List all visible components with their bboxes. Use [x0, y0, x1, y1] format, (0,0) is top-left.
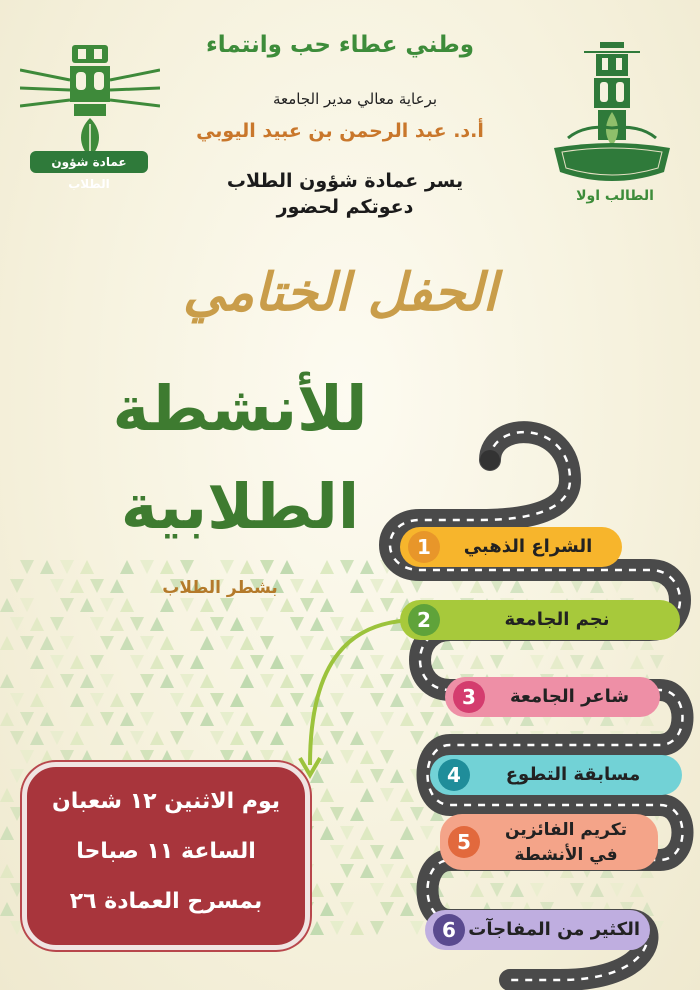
- slogan: وطني عطاء حب وانتماء: [205, 32, 475, 58]
- program-number-badge: 5: [448, 826, 480, 858]
- program-label: مسابقة التطوع: [505, 764, 641, 785]
- patron-name: أ.د. عبد الرحمن بن عبيد اليوبي: [196, 120, 484, 142]
- program-item-6: [425, 910, 650, 950]
- patron-line: برعاية معالي مدير الجامعة: [272, 90, 438, 108]
- program-number-badge: 4: [438, 759, 470, 791]
- invitation-line-1: يسر عمادة شؤون الطلاب: [226, 170, 464, 192]
- event-venue: بمسرح العمادة ٢٦: [69, 889, 263, 914]
- university-logo-icon: [540, 40, 685, 210]
- event-info-box: [22, 762, 310, 950]
- program-item-4: [430, 755, 682, 795]
- program-label-line-2: في الأنشطة: [514, 845, 618, 865]
- program-label: الكثير من المفاجآت: [468, 919, 640, 940]
- program-item-3: [445, 677, 660, 717]
- right-logo-caption: الطالب اولا: [576, 188, 654, 204]
- invitation-line-2: دعوتكم لحضور: [276, 196, 414, 218]
- program-number-badge: 1: [408, 531, 440, 563]
- program-label: نجم الجامعة: [504, 609, 610, 630]
- event-time: الساعة ١١ صباحا: [76, 839, 256, 864]
- program-number-badge: 6: [433, 914, 465, 946]
- subtitle: بشطر الطلاب: [162, 578, 278, 598]
- left-logo-caption: عمادة شؤون الطلاب: [30, 151, 148, 173]
- event-day: يوم الاثنين ١٢ شعبان: [51, 789, 281, 814]
- program-label: شاعر الجامعة: [509, 686, 630, 707]
- main-title-line-2: الطلابية: [120, 470, 360, 543]
- program-item-1: [400, 527, 622, 567]
- main-title-line-1: للأنشطة: [112, 372, 368, 445]
- program-number-badge: 3: [453, 681, 485, 713]
- program-item-2: [400, 600, 680, 640]
- calligraphy-title: الحفل الختامي: [182, 262, 498, 323]
- program-label: الشراع الذهبي: [463, 536, 593, 557]
- program-item-5: [440, 814, 658, 870]
- program-label: تكريم الفائزين: [505, 820, 627, 840]
- program-number-badge: 2: [408, 604, 440, 636]
